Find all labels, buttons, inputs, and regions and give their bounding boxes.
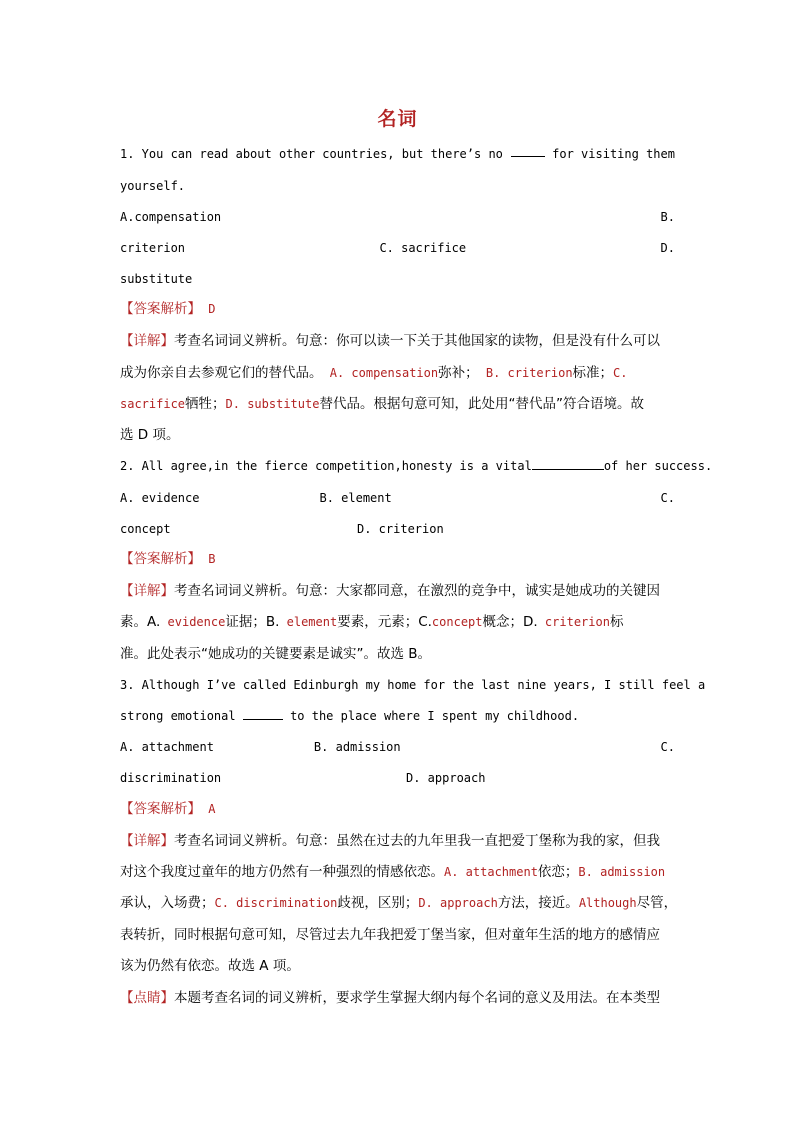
q1-detail-text-3d: 替代品。根据句意可知，此处用“替代品”符合语境。故 — [319, 396, 644, 412]
q1-detail-line-2 — [120, 365, 675, 381]
q3-detail-line-5 — [120, 958, 675, 974]
q2-answer-tag: 【答案解析】 — [120, 551, 201, 567]
q3-detail-text-3e: 方法，接近。 — [497, 895, 579, 911]
q2-option-b: B. element — [319, 491, 392, 505]
q2-detail-line-2 — [120, 614, 675, 630]
q2-stem-part-b: of her success. — [603, 459, 713, 473]
q3-answer-tag: 【答案解析】 — [120, 801, 201, 817]
q1-stem-line-2: yourself. — [120, 179, 186, 193]
q1-detail-text-2b: A. compensation — [329, 366, 439, 380]
q3-detail-text-2b: A. attachment — [444, 865, 538, 879]
q1-option-b-label: B. — [660, 210, 675, 224]
q1-options-row-2 — [120, 240, 675, 256]
q1-detail-text-3a: sacrifice — [120, 397, 186, 411]
q3-answer — [120, 801, 675, 817]
q2-detail-text-3: 准。此处表示“她成功的关键要素是诚实”。故选 B。 — [120, 646, 432, 662]
q3-detail-text-3b: C. discrimination — [214, 896, 338, 910]
q3-detail-text-5: 该为仍然有依恋。故选 A 项。 — [120, 958, 300, 974]
q3-stem-line-1: 3. Although I’ve called Edinburgh my home for the last nine years, I still feel a — [120, 678, 706, 692]
q1-option-d-label: D. — [660, 241, 675, 255]
q3-tip-line-1 — [120, 990, 675, 1006]
q3-options-row-2 — [120, 770, 675, 786]
q3-detail-text-2a: 对这个我度过童年的地方仍然有一种强烈的情感依恋。 — [120, 864, 444, 880]
q3-stem-line-2 — [120, 708, 675, 724]
q3-detail-tag: 【详解】 — [120, 833, 174, 849]
q1-answer-tag: 【答案解析】 — [120, 301, 201, 317]
q1-stem-part-b: for visiting them — [552, 147, 675, 161]
q3-option-b: B. admission — [313, 740, 401, 754]
q3-detail-text-3a: 承认，入场费； — [120, 895, 215, 911]
q3-tip-tag: 【点睛】 — [120, 990, 174, 1006]
q2-answer — [120, 551, 675, 567]
q2-detail-text-2e: 要素，元素；C. — [337, 614, 432, 630]
q1-detail-text-3c: D. substitute — [225, 397, 320, 411]
q3-blank — [243, 709, 283, 720]
q3-detail-text-3d: D. approach — [418, 896, 498, 910]
q1-blank — [511, 146, 545, 157]
q1-detail-text-1: 考查名词词义辨析。句意：你可以读一下关于其他国家的读物，但是没有什么可以 — [174, 333, 660, 349]
q1-option-c: C. sacrifice — [379, 241, 467, 255]
q3-option-a: A. attachment — [120, 740, 214, 754]
q2-option-d: D. criterion — [357, 522, 444, 536]
q2-detail-text-1: 考查名词词义辨析。句意：大家都同意，在激烈的竞争中，诚实是她成功的关键因 — [174, 583, 660, 599]
q1-detail-text-2a: 成为你亲自去参观它们的替代品。 — [120, 365, 323, 381]
q2-stem-part-a: 2. All agree,in the fierce competition,honesty is a vital — [120, 459, 532, 473]
q3-detail-text-4: 表转折，同时根据句意可知，尽管过去九年我把爱丁堡当家，但对童年生活的地方的感情应 — [120, 927, 660, 943]
q1-option-a: compensation — [134, 210, 222, 224]
q1-stem-line-1 — [120, 146, 675, 162]
q2-options-row-1 — [120, 490, 675, 506]
q1-options-row-1 — [120, 209, 675, 225]
q1-answer — [120, 301, 675, 317]
q2-detail-text-2d: element — [286, 615, 338, 629]
q1-detail-tag: 【详解】 — [120, 333, 174, 349]
q3-detail-line-1 — [120, 833, 675, 849]
q2-detail-text-2i: 标 — [609, 614, 624, 630]
q3-detail-text-2d: B. admission — [578, 865, 666, 879]
q3-stem-part-b: strong emotional — [120, 709, 236, 723]
q1-option-b: criterion — [120, 241, 186, 255]
q2-detail-text-2b: evidence — [167, 615, 226, 629]
q1-detail-text-3b: 牺牲； — [185, 396, 226, 412]
q2-detail-tag: 【详解】 — [120, 583, 174, 599]
q2-detail-text-2g: 概念；D. — [482, 614, 538, 630]
q1-detail-line-3 — [120, 396, 675, 412]
q2-detail-text-2h: criterion — [544, 615, 610, 629]
q2-option-c-label: C. — [660, 491, 675, 505]
q2-option-c: concept — [120, 522, 171, 536]
q1-detail-line-4 — [120, 427, 675, 443]
q3-detail-text-3c: 歧视，区别； — [337, 895, 419, 911]
q1-option-a-label: A. — [120, 210, 135, 224]
q3-option-d: D. approach — [406, 771, 486, 785]
q2-detail-line-1 — [120, 583, 675, 599]
q2-stem-line-1 — [120, 458, 713, 474]
q2-detail-text-2c: 证据；B. — [225, 614, 280, 630]
q1-detail-line-1 — [120, 333, 675, 349]
q1-detail-text-2e: 标准； — [572, 365, 614, 381]
q3-detail-text-2c: 依恋； — [537, 864, 579, 880]
q3-answer-value: A — [208, 802, 216, 816]
q3-detail-line-2 — [120, 864, 675, 880]
page-title: 名词 — [377, 108, 418, 130]
q3-detail-text-3f: Although — [578, 896, 637, 910]
q1-option-d: substitute — [120, 272, 193, 286]
q2-detail-text-2a: 素。A. — [120, 614, 161, 630]
q1-answer-value: D — [208, 302, 216, 316]
q3-detail-text-3g: 尽管， — [636, 895, 678, 911]
q1-detail-text-2f: C. — [613, 366, 628, 380]
q3-stem-part-c: to the place where I spent my childhood. — [290, 709, 580, 723]
q3-option-c-label: C. — [660, 740, 675, 754]
q3-options-row-1 — [120, 739, 675, 755]
q2-detail-text-2f: concept — [431, 615, 483, 629]
q2-detail-line-3 — [120, 646, 675, 662]
q1-detail-text-2d: B. criterion — [485, 366, 573, 380]
q3-detail-text-1: 考查名词词义辨析。句意：虽然在过去的九年里我一直把爱丁堡称为我的家，但我 — [174, 833, 660, 849]
q2-answer-value: B — [208, 552, 216, 566]
q1-stem-part-a: 1. You can read about other countries, but there’s no — [120, 147, 503, 161]
q3-tip-text-1: 本题考查名词的词义辨析，要求学生掌握大纲内每个名词的意义及用法。在本类型 — [174, 990, 660, 1006]
q3-option-c: discrimination — [120, 771, 222, 785]
q3-detail-line-3 — [120, 895, 678, 911]
q2-option-a: A. evidence — [120, 491, 200, 505]
q2-options-row-2 — [120, 521, 675, 537]
q3-detail-line-4 — [120, 927, 675, 943]
q1-detail-text-2c: 弥补； — [438, 365, 479, 381]
q2-blank — [532, 459, 604, 470]
q1-detail-text-4: 选 D 项。 — [120, 427, 180, 443]
